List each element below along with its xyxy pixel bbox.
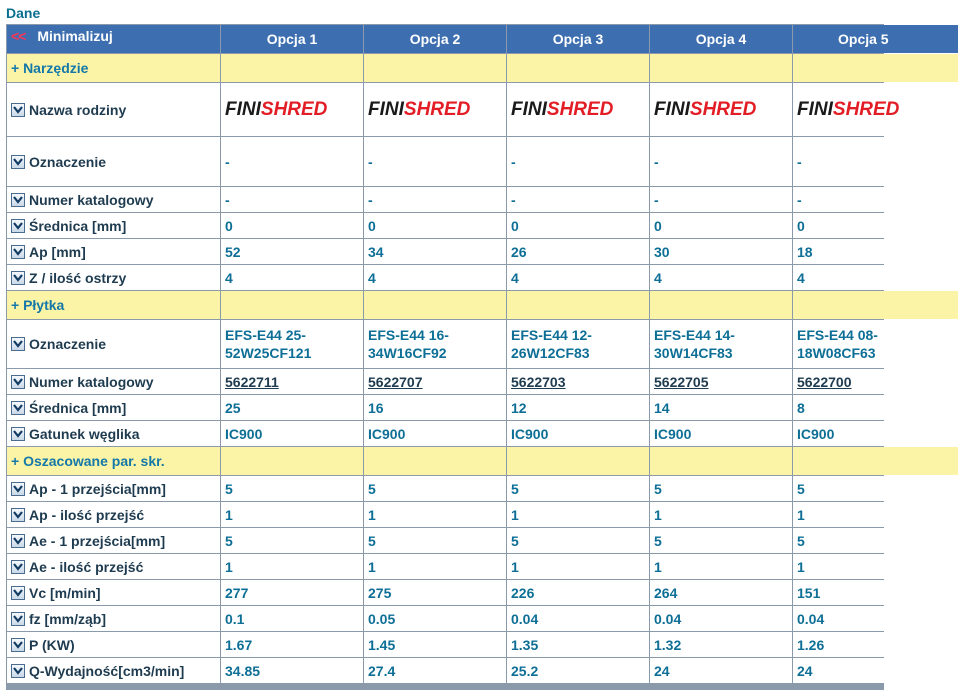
cell-numer-katalogowy: -	[221, 187, 363, 212]
cell-ae-1-przejscia: 5	[650, 528, 792, 553]
section-fill	[507, 291, 649, 319]
section-fill	[221, 291, 363, 319]
label-text: Ae - 1 przejścia[mm]	[29, 532, 166, 549]
cell-ap-1-przejscia: 5	[364, 476, 506, 501]
cell-plytka-oznaczenie: EFS-E44 14-30W14CF83	[650, 320, 792, 368]
cell-fz: 0.04	[650, 606, 792, 631]
row-ap	[7, 239, 958, 264]
section-fill	[793, 54, 958, 82]
cell-ae-1-przejscia: 5	[364, 528, 506, 553]
cell-srednica: 0	[507, 213, 649, 238]
family-logo-cell	[507, 83, 649, 136]
section-fill	[364, 54, 506, 82]
option-header-3[interactable]: Opcja 3	[507, 25, 649, 53]
cell-plytka-srednica: 16	[364, 395, 506, 420]
options-table	[6, 24, 959, 684]
finishred-logo: FINISHRED	[654, 98, 757, 120]
label-text: Średnica [mm]	[29, 399, 127, 416]
cell-ae-ilosc-przejsc: 1	[793, 554, 958, 579]
section-fill	[650, 291, 792, 319]
cell-plytka-oznaczenie: EFS-E44 08-18W08CF63	[793, 320, 958, 368]
section-fill	[507, 447, 649, 475]
expand-chevron-icon[interactable]	[11, 337, 25, 351]
family-logo-cell	[793, 83, 958, 136]
cell-ap: 18	[793, 239, 958, 264]
section-toggle-oszacowane[interactable]: + Oszacowane par. skr.	[7, 447, 220, 475]
cell-oznaczenie: -	[650, 137, 792, 186]
section-oszacowane	[7, 447, 958, 475]
option-header-1[interactable]: Opcja 1	[221, 25, 363, 53]
label-text: Gatunek węglika	[29, 425, 140, 442]
expand-chevron-icon[interactable]	[11, 612, 25, 626]
double-chevron-left-icon: <<	[11, 28, 26, 44]
cell-plytka-srednica: 25	[221, 395, 363, 420]
cell-vc: 277	[221, 580, 363, 605]
cell-gatunek-weglika: IC900	[364, 421, 506, 446]
option-header-4[interactable]: Opcja 4	[650, 25, 792, 53]
cell-p-kw: 1.35	[507, 632, 649, 657]
cell-ap-1-przejscia: 5	[793, 476, 958, 501]
row-nazwa-rodziny	[7, 83, 958, 136]
minimize-label: Minimalizuj	[37, 28, 113, 44]
cell-oznaczenie: -	[221, 137, 363, 186]
expand-chevron-icon[interactable]	[11, 664, 25, 678]
cell-z-ilosc-ostrzy: 4	[221, 265, 363, 290]
section-fill	[221, 447, 363, 475]
cell-ae-1-przejscia: 5	[507, 528, 649, 553]
row-ap-ilosc-przejsc	[7, 502, 958, 527]
label-text: Ap - ilość przejść	[29, 506, 145, 523]
family-logo-cell	[650, 83, 792, 136]
cell-plytka-srednica: 12	[507, 395, 649, 420]
cell-ap-ilosc-przejsc: 1	[793, 502, 958, 527]
cell-numer-katalogowy: -	[793, 187, 958, 212]
cell-p-kw: 1.45	[364, 632, 506, 657]
expand-chevron-icon[interactable]	[11, 245, 25, 259]
cell-p-kw: 1.67	[221, 632, 363, 657]
cell-p-kw: 1.32	[650, 632, 792, 657]
row-label-ae-1-przejscia	[7, 528, 220, 553]
cell-ae-ilosc-przejsc: 1	[221, 554, 363, 579]
cell-fz: 0.04	[793, 606, 958, 631]
row-label-z-ilosc-ostrzy	[7, 265, 220, 290]
cell-srednica: 0	[364, 213, 506, 238]
cell-plytka-numer-katalogowy	[793, 369, 958, 394]
cell-z-ilosc-ostrzy: 4	[650, 265, 792, 290]
label-text: Średnica [mm]	[29, 217, 127, 234]
row-fz	[7, 606, 958, 631]
cell-q-wydajnosc: 34.85	[221, 658, 363, 683]
label-text: P (KW)	[29, 636, 75, 653]
section-fill	[650, 447, 792, 475]
catalog-number-link[interactable]: 5622705	[654, 373, 709, 390]
cell-numer-katalogowy: -	[364, 187, 506, 212]
row-label-ap-ilosc-przejsc	[7, 502, 220, 527]
cell-ap-1-przejscia: 5	[507, 476, 649, 501]
row-label-oznaczenie	[7, 137, 220, 186]
comparison-grid	[6, 24, 900, 690]
cell-srednica: 0	[221, 213, 363, 238]
row-label-plytka-srednica	[7, 395, 220, 420]
cell-gatunek-weglika: IC900	[221, 421, 363, 446]
cell-ae-ilosc-przejsc: 1	[364, 554, 506, 579]
row-numer-katalogowy	[7, 187, 958, 212]
row-label-fz	[7, 606, 220, 631]
row-label-numer-katalogowy	[7, 187, 220, 212]
label-text: Oznaczenie	[29, 336, 107, 352]
expand-chevron-icon[interactable]	[11, 375, 25, 389]
expand-chevron-icon[interactable]	[11, 508, 25, 522]
cell-plytka-oznaczenie: EFS-E44 12-26W12CF83	[507, 320, 649, 368]
cell-ap: 52	[221, 239, 363, 264]
section-fill	[364, 291, 506, 319]
cell-ae-1-przejscia: 5	[793, 528, 958, 553]
row-label-ap-1-przejscia	[7, 476, 220, 501]
cell-plytka-srednica: 8	[793, 395, 958, 420]
expand-chevron-icon[interactable]	[11, 271, 25, 285]
cell-ap-1-przejscia: 5	[650, 476, 792, 501]
catalog-number-link[interactable]: 5622700	[797, 373, 852, 390]
label-text: fz [mm/ząb]	[29, 610, 106, 627]
cell-q-wydajnosc: 25.2	[507, 658, 649, 683]
cell-plytka-oznaczenie: EFS-E44 25-52W25CF121	[221, 320, 363, 368]
cell-oznaczenie: -	[793, 137, 958, 186]
cell-oznaczenie: -	[364, 137, 506, 186]
section-toggle-plytka[interactable]: + Płytka	[7, 291, 220, 319]
finishred-logo: FINISHRED	[511, 98, 614, 120]
row-label-p-kw	[7, 632, 220, 657]
section-plytka	[7, 291, 958, 319]
family-logo-cell	[364, 83, 506, 136]
cell-vc: 264	[650, 580, 792, 605]
cell-z-ilosc-ostrzy: 4	[507, 265, 649, 290]
section-fill	[364, 447, 506, 475]
minimize-button[interactable]	[7, 25, 220, 53]
cell-z-ilosc-ostrzy: 4	[793, 265, 958, 290]
option-header-2[interactable]: Opcja 2	[364, 25, 506, 53]
label-text: Ap [mm]	[29, 243, 86, 260]
cell-q-wydajnosc: 24	[650, 658, 792, 683]
section-fill	[507, 54, 649, 82]
row-srednica	[7, 213, 958, 238]
label-text: Oznaczenie	[29, 153, 107, 170]
cell-gatunek-weglika: IC900	[650, 421, 792, 446]
label-text: Numer katalogowy	[29, 373, 154, 390]
row-z-ilosc-ostrzy	[7, 265, 958, 290]
expand-chevron-icon[interactable]	[11, 103, 25, 117]
section-fill	[793, 447, 958, 475]
cell-z-ilosc-ostrzy: 4	[364, 265, 506, 290]
catalog-number-link[interactable]: 5622703	[511, 373, 566, 390]
label-text: Ae - ilość przejść	[29, 558, 144, 575]
row-label-gatunek-weglika	[7, 421, 220, 446]
cell-ap-ilosc-przejsc: 1	[221, 502, 363, 527]
expand-chevron-icon[interactable]	[11, 427, 25, 441]
row-label-ae-ilosc-przejsc	[7, 554, 220, 579]
cell-ap: 30	[650, 239, 792, 264]
row-label-nazwa-rodziny	[7, 83, 220, 136]
catalog-number-link[interactable]: 5622711	[225, 373, 279, 390]
label-text: Vc [m/min]	[29, 584, 101, 601]
label-text: Nazwa rodziny	[29, 101, 127, 118]
panel-title: Dane	[6, 5, 41, 21]
option-header-5[interactable]: Opcja 5	[793, 25, 958, 53]
expand-chevron-icon[interactable]	[11, 482, 25, 496]
cell-gatunek-weglika: IC900	[793, 421, 958, 446]
cell-oznaczenie: -	[507, 137, 649, 186]
cell-numer-katalogowy: -	[507, 187, 649, 212]
section-narzedzie	[7, 54, 958, 82]
expand-chevron-icon[interactable]	[11, 155, 25, 169]
cell-ap-1-przejscia: 5	[221, 476, 363, 501]
section-toggle-narzedzie[interactable]: + Narzędzie	[7, 54, 220, 82]
cell-plytka-srednica: 14	[650, 395, 792, 420]
cell-q-wydajnosc: 27.4	[364, 658, 506, 683]
row-label-srednica	[7, 213, 220, 238]
cell-fz: 0.1	[221, 606, 363, 631]
section-fill	[650, 54, 792, 82]
row-q-wydajnosc	[7, 658, 958, 683]
row-label-vc	[7, 580, 220, 605]
cell-q-wydajnosc: 24	[793, 658, 958, 683]
cell-vc: 275	[364, 580, 506, 605]
family-logo-cell	[221, 83, 363, 136]
label-text: Ap - 1 przejścia[mm]	[29, 480, 166, 497]
row-label-q-wydajnosc	[7, 658, 220, 683]
cell-plytka-numer-katalogowy	[507, 369, 649, 394]
finishred-logo: FINISHRED	[368, 98, 471, 120]
cell-ap: 26	[507, 239, 649, 264]
cell-ae-ilosc-przejsc: 1	[650, 554, 792, 579]
cell-srednica: 0	[793, 213, 958, 238]
cell-ae-ilosc-przejsc: 1	[507, 554, 649, 579]
cell-plytka-numer-katalogowy	[221, 369, 363, 394]
row-gatunek-weglika	[7, 421, 958, 446]
catalog-number-link[interactable]: 5622707	[368, 373, 423, 390]
row-ae-1-przejscia	[7, 528, 958, 553]
header-row	[7, 25, 958, 53]
cell-srednica: 0	[650, 213, 792, 238]
row-label-plytka-numer-katalogowy	[7, 369, 220, 394]
expand-chevron-icon[interactable]	[11, 193, 25, 207]
expand-chevron-icon[interactable]	[11, 534, 25, 548]
expand-chevron-icon[interactable]	[11, 401, 25, 415]
cell-ae-1-przejscia: 5	[221, 528, 363, 553]
cell-vc: 226	[507, 580, 649, 605]
cell-fz: 0.04	[507, 606, 649, 631]
cell-plytka-numer-katalogowy	[650, 369, 792, 394]
label-text: Numer katalogowy	[29, 191, 154, 208]
row-vc	[7, 580, 958, 605]
cell-ap-ilosc-przejsc: 1	[364, 502, 506, 527]
expand-chevron-icon[interactable]	[11, 219, 25, 233]
cell-ap: 34	[364, 239, 506, 264]
cell-numer-katalogowy: -	[650, 187, 792, 212]
finishred-logo: FINISHRED	[797, 98, 900, 120]
row-p-kw	[7, 632, 958, 657]
cell-gatunek-weglika: IC900	[507, 421, 649, 446]
expand-chevron-icon[interactable]	[11, 560, 25, 574]
expand-chevron-icon[interactable]	[11, 638, 25, 652]
expand-chevron-icon[interactable]	[11, 586, 25, 600]
label-text: Q-Wydajność[cm3/min]	[29, 662, 185, 679]
row-oznaczenie	[7, 137, 958, 186]
cell-plytka-oznaczenie: EFS-E44 16-34W16CF92	[364, 320, 506, 368]
cell-fz: 0.05	[364, 606, 506, 631]
label-text: Z / ilość ostrzy	[29, 269, 127, 286]
row-plytka-numer-katalogowy	[7, 369, 958, 394]
cell-ap-ilosc-przejsc: 1	[650, 502, 792, 527]
cell-plytka-numer-katalogowy	[364, 369, 506, 394]
section-fill	[221, 54, 363, 82]
cell-vc: 151	[793, 580, 958, 605]
row-plytka-srednica	[7, 395, 958, 420]
row-label-plytka-oznaczenie	[7, 320, 220, 368]
section-fill	[793, 291, 958, 319]
row-label-ap	[7, 239, 220, 264]
finishred-logo: FINISHRED	[225, 98, 328, 120]
row-ap-1-przejscia	[7, 476, 958, 501]
cell-ap-ilosc-przejsc: 1	[507, 502, 649, 527]
row-plytka-oznaczenie	[7, 320, 958, 368]
row-ae-ilosc-przejsc	[7, 554, 958, 579]
cell-p-kw: 1.26	[793, 632, 958, 657]
